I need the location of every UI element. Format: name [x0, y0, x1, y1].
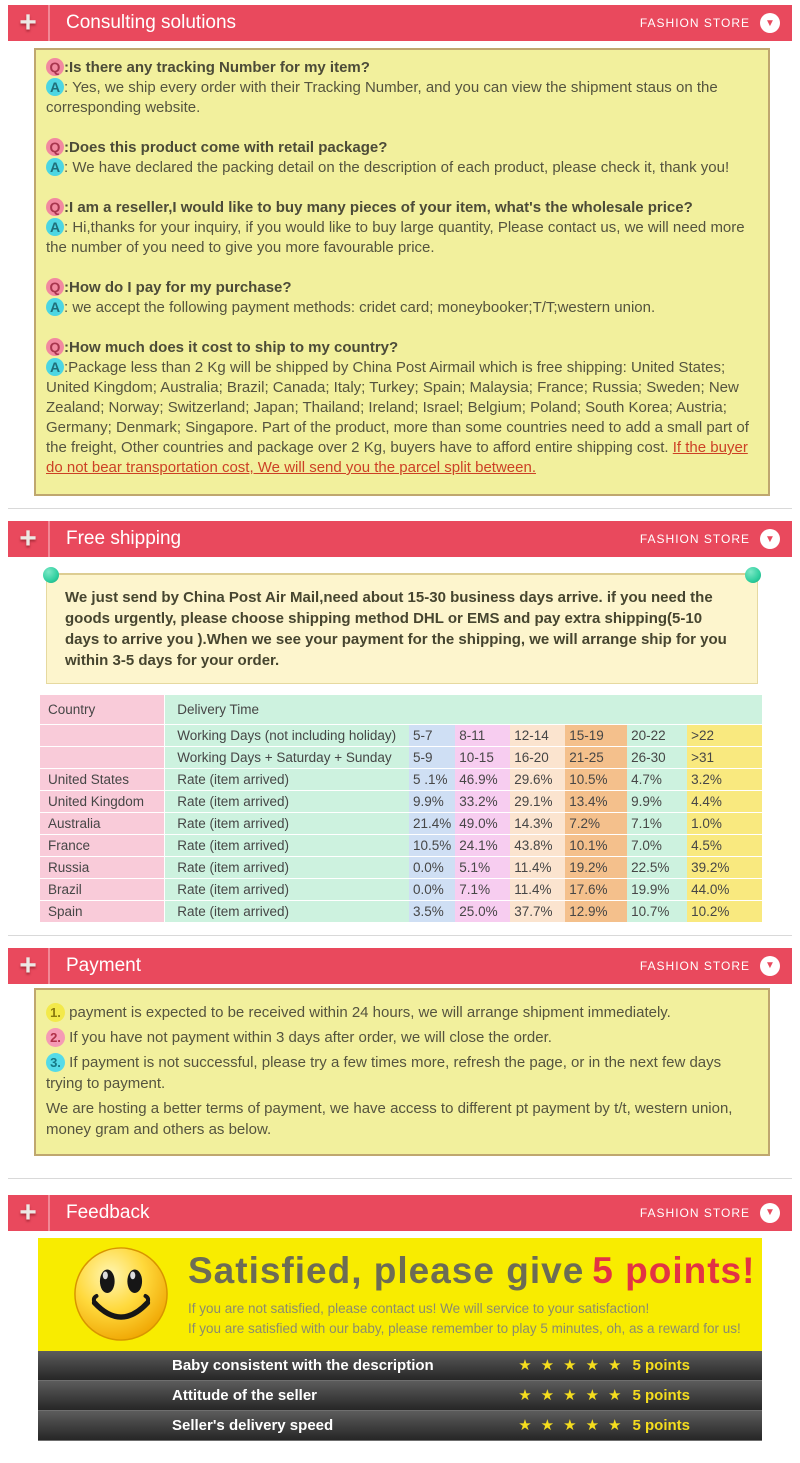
- star-icon: ★: [563, 1417, 577, 1434]
- rate-cell: 5.1%: [455, 856, 510, 878]
- faq-question-text: Does this product come with retail package?: [69, 139, 388, 156]
- plus-icon: [8, 948, 50, 984]
- delivery-time-header: Delivery Time: [165, 695, 762, 724]
- rate-cell: 4.7%: [627, 768, 687, 790]
- rate-cell: 5 .1%: [409, 768, 455, 790]
- rate-cell: 0.0%: [409, 856, 455, 878]
- rate-cell: 10.5%: [409, 834, 455, 856]
- tick: >22: [687, 724, 762, 746]
- faq-item: [46, 198, 754, 258]
- faq-answer-text: we accept the following payment methods: cridet card; moneybooker;T/T;western union.: [68, 299, 656, 316]
- rate-cell: 24.1%: [455, 834, 510, 856]
- faq-answer-text: Yes, we ship every order with their Tracking Number, and you can view the shipment staus on the corresponding website.: [46, 79, 718, 116]
- payment-item-text: If you have not payment within 3 days after order, we will close the order.: [65, 1028, 552, 1046]
- rate-cell: 29.1%: [510, 790, 565, 812]
- table-row: [40, 790, 762, 812]
- store-brand: FASHION STORE: [639, 958, 750, 973]
- chevron-down-icon[interactable]: [760, 13, 780, 33]
- faq-question-text: How much does it cost to ship to my country?: [69, 339, 399, 356]
- colon: :: [64, 219, 69, 236]
- a-badge-icon: A: [46, 298, 64, 316]
- plus-icon: [8, 1195, 50, 1231]
- plus-glyph: +: [19, 948, 37, 982]
- a-badge-icon: A: [46, 218, 64, 236]
- tick: 16-20: [510, 746, 565, 768]
- rating-label: Attitude of the seller: [172, 1386, 318, 1404]
- tick: 15-19: [565, 724, 627, 746]
- rate-cell: 46.9%: [455, 768, 510, 790]
- feedback-banner: [38, 1238, 762, 1351]
- payment-footer: We are hosting a better terms of payment, we have access to different pt payment by t/t, western union, money gram and others as below.: [46, 1099, 733, 1138]
- chevron-glyph: ▼: [765, 960, 775, 971]
- rating-row: [38, 1411, 762, 1441]
- faq-item: [46, 278, 754, 318]
- country-cell: Australia: [40, 812, 165, 834]
- faq-question: [46, 338, 754, 358]
- faq-item: [46, 58, 754, 118]
- feedback-sub-line1: If you are not satisfied, please contact us! We will service to your satisfaction!: [188, 1300, 650, 1316]
- country-cell: Brazil: [40, 878, 165, 900]
- pin-icon: [43, 567, 59, 583]
- section-divider: [8, 508, 792, 509]
- q-badge-icon: Q: [46, 198, 64, 216]
- store-brand: FASHION STORE: [639, 532, 750, 546]
- tick: 21-25: [565, 746, 627, 768]
- a-badge-icon: A: [46, 358, 64, 376]
- shipping-note-text: We just send by China Post Air Mail,need about 15-30 business days arrive. if you need the goods urgently, please choose shipping method DHL or EMS and pay extra shipping(5-10 days to arrive you ).When we see your payment for the shipping, we will arrange ship for you within 3-5 days for your order.: [65, 589, 727, 669]
- faq-answer: [46, 158, 754, 178]
- country-cell: France: [40, 834, 165, 856]
- rate-label-cell: Rate (item arrived): [165, 878, 409, 900]
- payment-item: [46, 1052, 754, 1094]
- rate-cell: 37.7%: [510, 900, 565, 922]
- star-icon: ★: [540, 1387, 555, 1404]
- rate-cell: 10.5%: [565, 768, 627, 790]
- feedback-headline-accent: 5 points!: [592, 1249, 756, 1291]
- table-row: [40, 900, 762, 922]
- plus-glyph: +: [19, 6, 37, 39]
- rate-cell: 19.9%: [627, 878, 687, 900]
- rating-row: [38, 1381, 762, 1411]
- rating-label: Seller's delivery speed: [172, 1416, 334, 1434]
- smiley-icon: [72, 1245, 170, 1343]
- table-row: [40, 768, 762, 790]
- star-icon: ★: [608, 1417, 622, 1434]
- faq-question: [46, 138, 754, 158]
- chevron-glyph: ▼: [765, 17, 775, 29]
- country-cell: United States: [40, 768, 165, 790]
- section-header-payment[interactable]: [8, 948, 792, 984]
- section-title-payment: Payment: [66, 954, 141, 976]
- colon: :: [64, 59, 69, 76]
- feedback-rating-rows: [38, 1351, 762, 1441]
- rate-cell: 7.1%: [455, 878, 510, 900]
- faq-panel: [34, 48, 770, 496]
- colon: :: [64, 279, 69, 296]
- weekend-days-label: Working Days + Saturday + Sunday: [165, 746, 409, 768]
- table-row: [40, 856, 762, 878]
- shipping-note: [46, 573, 758, 684]
- q-badge-icon: Q: [46, 278, 64, 296]
- rate-label-cell: Rate (item arrived): [165, 768, 409, 790]
- working-days-label: Working Days (not including holiday): [165, 724, 409, 746]
- rate-cell: 33.2%: [455, 790, 510, 812]
- rate-cell: 4.4%: [687, 790, 762, 812]
- q-badge-icon: Q: [46, 338, 64, 356]
- section-title-consulting: Consulting solutions: [66, 12, 237, 33]
- star-icon: ★: [608, 1357, 622, 1374]
- faq-question-text: Is there any tracking Number for my item?: [69, 59, 370, 76]
- chevron-glyph: ▼: [765, 533, 775, 545]
- tick: 26-30: [627, 746, 687, 768]
- tick: 5-7: [409, 724, 455, 746]
- number-3-badge: 3.: [46, 1053, 65, 1072]
- rate-cell: 17.6%: [565, 878, 627, 900]
- q-badge-icon: Q: [46, 138, 64, 156]
- payment-item-text: payment is expected to be received within 24 hours, we will arrange shipment immediately.: [65, 1003, 671, 1021]
- country-cell: United Kingdom: [40, 790, 165, 812]
- faq-answer: [46, 298, 754, 318]
- feedback-headline: [188, 1250, 755, 1292]
- rate-cell: 7.0%: [627, 834, 687, 856]
- shipping-rates-table: [40, 695, 762, 923]
- faq-answer: [46, 358, 754, 478]
- table-row: [40, 834, 762, 856]
- faq-question-text: I am a reseller,I would like to buy many pieces of your item, what's the wholesale price?: [69, 199, 693, 216]
- colon: :: [64, 299, 69, 316]
- table-header-row: [40, 746, 762, 768]
- section-header-shipping[interactable]: [8, 521, 792, 557]
- payment-item: [46, 1002, 754, 1023]
- plus-glyph: +: [19, 1195, 37, 1229]
- faq-question: [46, 58, 754, 78]
- rate-cell: 14.3%: [510, 812, 565, 834]
- plus-glyph: +: [19, 522, 37, 555]
- rate-cell: 29.6%: [510, 768, 565, 790]
- rating-points: 5 points: [632, 1386, 690, 1404]
- rate-cell: 21.4%: [409, 812, 455, 834]
- tick: 8-11: [455, 724, 510, 746]
- country-cell: Russia: [40, 856, 165, 878]
- rate-cell: 39.2%: [687, 856, 762, 878]
- feedback-subtext: [188, 1299, 755, 1339]
- store-brand: FASHION STORE: [639, 1205, 750, 1220]
- faq-answer: [46, 218, 754, 258]
- feedback-sub-line2: If you are satisfied with our baby, please remember to play 5 minutes, oh, as a reward for us!: [188, 1320, 741, 1336]
- number-2-badge: 2.: [46, 1028, 65, 1047]
- plus-icon: [8, 521, 50, 557]
- rate-cell: 11.4%: [510, 856, 565, 878]
- rate-cell: 13.4%: [565, 790, 627, 812]
- rate-cell: 1.0%: [687, 812, 762, 834]
- feedback-text-block: [188, 1250, 755, 1339]
- rate-label-cell: Rate (item arrived): [165, 900, 409, 922]
- chevron-down-icon[interactable]: [760, 1203, 780, 1223]
- rate-cell: 9.9%: [627, 790, 687, 812]
- star-icon: ★: [585, 1417, 600, 1434]
- plus-icon: [8, 5, 50, 41]
- bottom-spacer: [0, 1441, 800, 1463]
- payment-item-text: If payment is not successful, please try a few times more, refresh the page, or in the next few days trying to payment.: [46, 1053, 722, 1092]
- star-icon: ★: [518, 1417, 532, 1434]
- rating-stars: [518, 1356, 630, 1374]
- faq-question-text: How do I pay for my purchase?: [69, 279, 292, 296]
- rating-label: Baby consistent with the description: [172, 1356, 434, 1374]
- rate-cell: 10.7%: [627, 900, 687, 922]
- table-row: [40, 878, 762, 900]
- tick: 5-9: [409, 746, 455, 768]
- rate-cell: 9.9%: [409, 790, 455, 812]
- tick: 10-15: [455, 746, 510, 768]
- feedback-headline-main: Satisfied, please give: [188, 1249, 585, 1291]
- number-1-badge: 1.: [46, 1003, 65, 1022]
- faq-answer-text: Hi,thanks for your inquiry, if you would like to buy large quantity, Please contact us, we will need more the number of you need to give you more favourable price.: [46, 219, 745, 256]
- payment-panel: [34, 988, 770, 1156]
- section-divider: [8, 935, 792, 936]
- rate-label-cell: Rate (item arrived): [165, 856, 409, 878]
- table-header-row: [40, 695, 762, 724]
- rate-cell: 49.0%: [455, 812, 510, 834]
- rate-cell: 0.0%: [409, 878, 455, 900]
- faq-question: [46, 198, 754, 218]
- faq-answer-text: Package less than 2 Kg will be shipped by China Post Airmail which is free shipping: United States; United Kingdom; Australia; Brazil; Canada; Italy; Turkey; Spain; Malaysia; France; Russia; Sweden; New Zealand; Norway; Switzerland; Japan; Thailand; Ireland; Israel; Belgium; Poland; South Korea; Austria; Germany; Denmark; Singapore. Part of the product, more than some countries need to add a small part of the freight, Other countries and package over 2 Kg, buyers have to afford entire shipping cost.: [46, 359, 749, 456]
- section-header-feedback[interactable]: [8, 1195, 792, 1231]
- shipping-terms-link[interactable]: If the buyer do not bear transportation cost, We will send you the parcel split between.: [46, 439, 748, 476]
- rating-stars: [518, 1416, 630, 1434]
- store-brand: FASHION STORE: [639, 16, 750, 30]
- rate-cell: 10.2%: [687, 900, 762, 922]
- rate-label-cell: Rate (item arrived): [165, 834, 409, 856]
- rating-points: 5 points: [632, 1356, 690, 1374]
- rate-cell: 19.2%: [565, 856, 627, 878]
- rate-label-cell: Rate (item arrived): [165, 812, 409, 834]
- rate-label-cell: Rate (item arrived): [165, 790, 409, 812]
- section-divider: [8, 1178, 792, 1179]
- rate-cell: 25.0%: [455, 900, 510, 922]
- colon: :: [64, 359, 69, 376]
- chevron-down-icon[interactable]: [760, 956, 780, 976]
- rate-cell: 43.8%: [510, 834, 565, 856]
- colon: :: [64, 339, 69, 356]
- star-icon: ★: [608, 1387, 622, 1404]
- rate-cell: 11.4%: [510, 878, 565, 900]
- country-cell: Spain: [40, 900, 165, 922]
- faq-answer: [46, 78, 754, 118]
- table-row: [40, 812, 762, 834]
- star-icon: ★: [518, 1387, 532, 1404]
- rate-cell: 12.9%: [565, 900, 627, 922]
- tick: 20-22: [627, 724, 687, 746]
- country-header: Country: [40, 695, 165, 724]
- rating-row: [38, 1351, 762, 1381]
- payment-item: [46, 1027, 754, 1048]
- tick: 12-14: [510, 724, 565, 746]
- section-header-consulting[interactable]: [8, 5, 792, 41]
- rate-cell: 10.1%: [565, 834, 627, 856]
- star-icon: ★: [563, 1387, 577, 1404]
- section-title-feedback: Feedback: [66, 1201, 150, 1223]
- a-badge-icon: A: [46, 158, 64, 176]
- a-badge-icon: A: [46, 78, 64, 96]
- q-badge-icon: Q: [46, 58, 64, 76]
- colon: :: [64, 159, 69, 176]
- faq-item: [46, 138, 754, 178]
- rating-stars: [518, 1386, 630, 1404]
- rating-points: 5 points: [632, 1416, 690, 1434]
- colon: :: [64, 139, 69, 156]
- star-icon: ★: [585, 1387, 600, 1404]
- table-header-row: [40, 724, 762, 746]
- pin-icon: [745, 567, 761, 583]
- star-icon: ★: [540, 1417, 555, 1434]
- faq-item: [46, 338, 754, 478]
- star-icon: ★: [540, 1357, 555, 1374]
- section-title-shipping: Free shipping: [66, 528, 182, 549]
- rate-cell: 4.5%: [687, 834, 762, 856]
- rate-cell: 3.5%: [409, 900, 455, 922]
- star-icon: ★: [585, 1357, 600, 1374]
- faq-question: [46, 278, 754, 298]
- colon: :: [64, 79, 69, 96]
- star-icon: ★: [518, 1357, 532, 1374]
- rate-cell: 7.2%: [565, 812, 627, 834]
- rate-cell: 7.1%: [627, 812, 687, 834]
- chevron-glyph: ▼: [765, 1207, 775, 1218]
- star-icon: ★: [563, 1357, 577, 1374]
- colon: :: [64, 199, 69, 216]
- rate-cell: 3.2%: [687, 768, 762, 790]
- rate-cell: 22.5%: [627, 856, 687, 878]
- chevron-down-icon[interactable]: [760, 529, 780, 549]
- rate-cell: 44.0%: [687, 878, 762, 900]
- faq-answer-text: We have declared the packing detail on the description of each product, please check it, thank you!: [68, 159, 730, 176]
- tick: >31: [687, 746, 762, 768]
